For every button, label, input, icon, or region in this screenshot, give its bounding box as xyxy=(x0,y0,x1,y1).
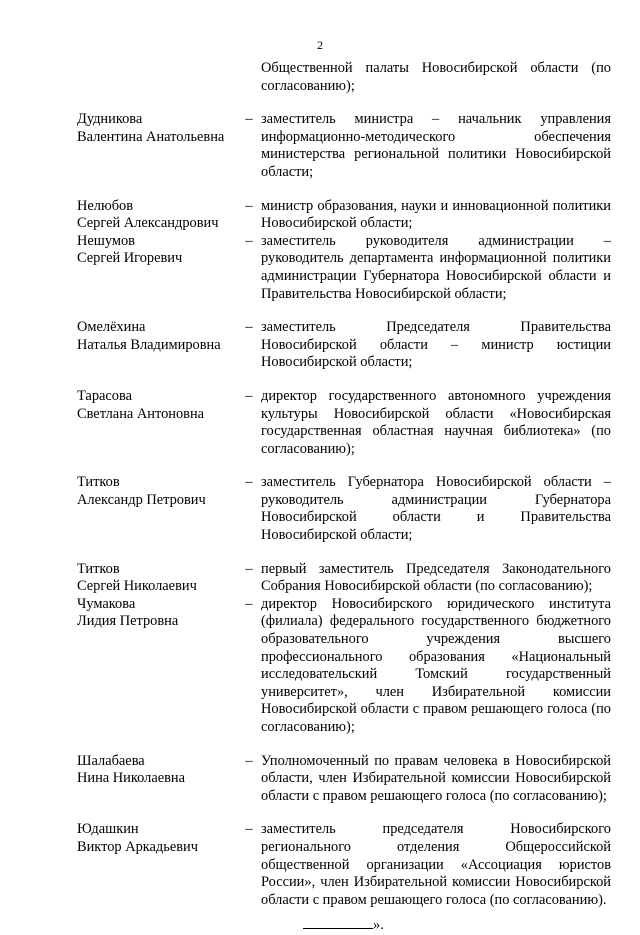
member-role: директор государственного автономного учреждения культуры Новосибирской области «Новосибирская государственная областная научная библиотека» (по согласованию); xyxy=(261,387,611,457)
dash: – xyxy=(245,560,253,577)
dash: – xyxy=(245,232,253,249)
dash: – xyxy=(245,319,253,336)
member-role: министр образования, науки и инновационной политики Новосибирской области; xyxy=(261,197,611,232)
member-entry xyxy=(77,198,611,233)
member-role: Уполномоченный по правам человека в Новосибирской области, член Избирательной комиссии Новосибирской области с правом решающего голоса (по согласованию); xyxy=(261,752,611,804)
dash: – xyxy=(245,474,253,491)
member-surname: Титков xyxy=(77,560,120,577)
dash: – xyxy=(245,387,253,404)
member-role: заместитель министра – начальник управления информационно-методического обеспечения министерства региональной политики Новосибирской области; xyxy=(261,111,611,180)
member-entry xyxy=(77,821,611,909)
member-surname: Чумакова xyxy=(77,595,136,612)
member-given-name: Наталья Владимировна xyxy=(77,336,221,353)
member-role: заместитель Председателя Правительства Новосибирской области – министр юстиции Новосибирской области; xyxy=(261,319,611,371)
member-given-name: Сергей Игоревич xyxy=(77,250,183,267)
member-entry xyxy=(77,111,611,181)
continuation-row xyxy=(77,60,611,95)
dash: – xyxy=(245,111,253,128)
member-entry xyxy=(77,753,611,806)
member-given-name: Сергей Николаевич xyxy=(77,578,197,595)
member-entry xyxy=(77,388,611,458)
signature-underline xyxy=(303,914,373,929)
member-surname: Нелюбов xyxy=(77,197,134,214)
member-given-name: Валентина Анатольевна xyxy=(77,128,225,145)
member-given-name: Александр Петрович xyxy=(77,491,206,508)
member-role: первый заместитель Председателя Законодательного Собрания Новосибирской области (по согласованию); xyxy=(261,560,611,595)
member-surname: Титков xyxy=(77,474,120,491)
member-entry xyxy=(77,233,611,303)
dash: – xyxy=(245,821,253,838)
member-given-name: Светлана Антоновна xyxy=(77,405,205,422)
member-given-name: Лидия Петровна xyxy=(77,613,179,630)
closing-line xyxy=(77,914,611,935)
member-role: заместитель председателя Новосибирского регионального отделения Общероссийской общественной организации «Ассоциация юристов России», член Избирательной комиссии Новосибирской области с правом решающего голоса (по согласованию). xyxy=(261,821,611,908)
member-given-name: Виктор Аркадьевич xyxy=(77,838,198,855)
continuation-text: Общественной палаты Новосибирской области (по согласованию); xyxy=(261,60,611,94)
member-given-name: Нина Николаевна xyxy=(77,770,185,787)
member-entry xyxy=(77,319,611,372)
member-surname: Шалабаева xyxy=(77,752,145,769)
closing-mark: ». xyxy=(373,917,384,934)
member-role: заместитель Губернатора Новосибирской области – руководитель администрации Губернатора Новосибирской области и Правительства Новосибирской области; xyxy=(261,474,611,544)
page-number: 2 xyxy=(317,38,323,52)
dash: – xyxy=(245,197,253,214)
member-role: директор Новосибирского юридического института (филиала) федерального государственного бюджетного образовательного учреждения высшего профессионального образования «Национальный исследовательский Томский государственный университет», член Избирательной комиссии Новосибирской области с правом решающего голоса (по согласованию); xyxy=(261,595,611,735)
member-surname: Тарасова xyxy=(77,387,132,404)
dash: – xyxy=(245,752,253,769)
member-given-name: Сергей Александрович xyxy=(77,215,219,232)
member-entry xyxy=(77,596,611,737)
members-list xyxy=(77,60,611,935)
member-entry xyxy=(77,561,611,596)
member-role: заместитель руководителя администрации – руководитель департамента информационной политики администрации Губернатора Новосибирской области и Правительства Новосибирской области; xyxy=(261,232,611,302)
member-surname: Нешумов xyxy=(77,232,135,249)
member-surname: Омелёхина xyxy=(77,319,146,336)
member-entry xyxy=(77,474,611,544)
member-surname: Юдашкин xyxy=(77,821,139,838)
member-surname: Дудникова xyxy=(77,111,143,128)
dash: – xyxy=(245,595,253,612)
